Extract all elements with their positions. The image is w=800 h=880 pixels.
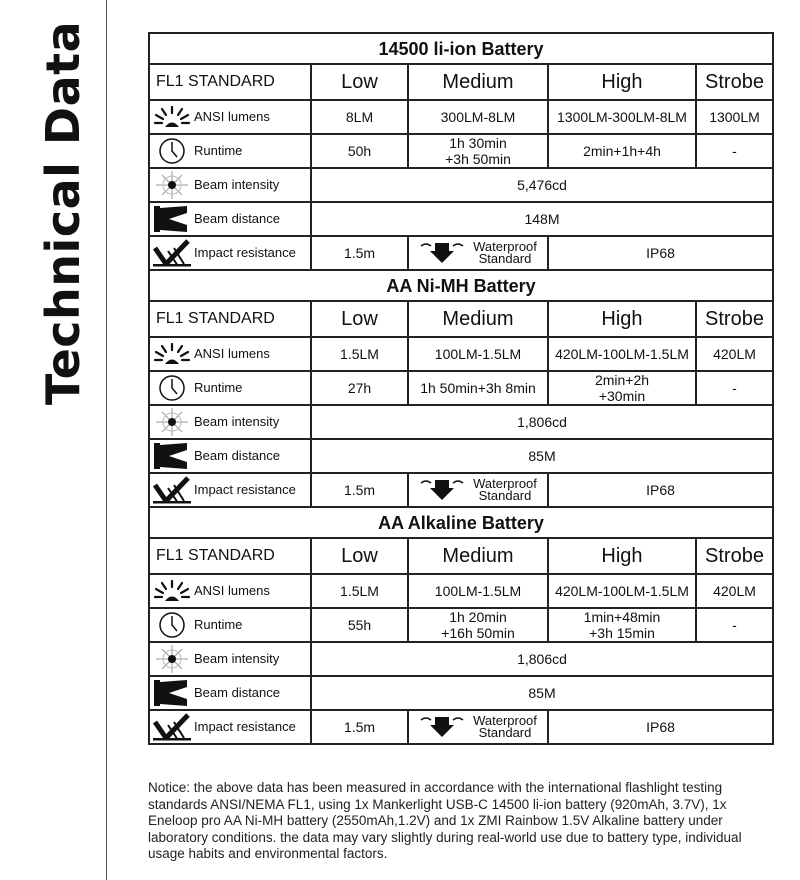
light-burst-icon: [150, 580, 194, 602]
mode-header-medium: Medium: [408, 538, 548, 574]
lumens-strobe: 420LM: [696, 337, 773, 371]
standard-label: FL1 STANDARD: [149, 64, 311, 100]
row-label-cell: [149, 168, 311, 202]
mode-header-medium: Medium: [408, 64, 548, 100]
impact-check-icon: [150, 239, 194, 267]
lumens-medium: 100LM-1.5LM: [408, 574, 548, 608]
section-header-row: [149, 507, 773, 538]
section-header-row: [149, 33, 773, 64]
row-label-lumens: ANSI lumens: [194, 346, 270, 361]
beam-distance-value: 85M: [311, 676, 773, 710]
row-label-distance: Beam distance: [194, 685, 280, 700]
table-row: [149, 236, 773, 270]
waterproof-label-cell: [408, 473, 548, 507]
mode-header-high: High: [548, 64, 696, 100]
side-title-text: Technical Data: [35, 20, 90, 405]
row-label-runtime: Runtime: [194, 380, 243, 395]
value-line: 1h 50min+3h 8min: [420, 380, 536, 396]
row-label-impact: Impact resistance: [194, 482, 296, 497]
lumens-low: 8LM: [311, 100, 408, 134]
table-row: [149, 371, 773, 405]
waterproof-label-cell: [408, 710, 548, 744]
impact-value: 1.5m: [311, 473, 408, 507]
mode-header-high: High: [548, 538, 696, 574]
section-header-row: [149, 270, 773, 301]
clock-icon: [150, 610, 194, 640]
section-title: 14500 li-ion Battery: [149, 33, 773, 64]
side-title: [25, 20, 100, 405]
value-line: 50h: [347, 143, 372, 159]
runtime-low: [311, 371, 408, 405]
mode-header-low: Low: [311, 64, 408, 100]
row-label-cell: [149, 608, 311, 642]
row-label-cell: [149, 371, 311, 405]
waterproof-label: Waterproof: [473, 713, 537, 728]
lumens-medium: 300LM-8LM: [408, 100, 548, 134]
value-line: -: [732, 617, 737, 633]
waterproof-sub-label: Standard: [478, 251, 532, 266]
value-line: 2min+1h+4h: [583, 143, 661, 159]
table-row: [149, 100, 773, 134]
runtime-high: [548, 608, 696, 642]
table-row: [149, 676, 773, 710]
row-label-intensity: Beam intensity: [194, 651, 280, 666]
beam-intensity-value: 1,806cd: [311, 405, 773, 439]
waterproof-value: IP68: [548, 710, 773, 744]
value-line: 27h: [347, 380, 372, 396]
waterproof-label: Waterproof: [473, 476, 537, 491]
impact-check-icon: [150, 713, 194, 741]
row-label-cell: [149, 676, 311, 710]
value-line: +16h 50min: [441, 625, 515, 641]
standard-label: FL1 STANDARD: [149, 538, 311, 574]
value-line: -: [732, 143, 737, 159]
waterproof-value: IP68: [548, 236, 773, 270]
mode-header-row: [149, 64, 773, 100]
waterproof-label: Waterproof: [473, 239, 537, 254]
impact-value: 1.5m: [311, 236, 408, 270]
lumens-high: 420LM-100LM-1.5LM: [548, 574, 696, 608]
waterproof-value: IP68: [548, 473, 773, 507]
mode-header-medium: Medium: [408, 301, 548, 337]
runtime-low: [311, 134, 408, 168]
table-row: [149, 202, 773, 236]
row-label-cell: [149, 642, 311, 676]
row-label-impact: Impact resistance: [194, 245, 296, 260]
row-label-cell: [149, 202, 311, 236]
beam-target-icon: [150, 407, 194, 437]
mode-header-strobe: Strobe: [696, 64, 773, 100]
clock-icon: [150, 373, 194, 403]
runtime-low: [311, 608, 408, 642]
runtime-medium: [408, 134, 548, 168]
waterproof-sub-label: Standard: [478, 488, 532, 503]
runtime-high: [548, 134, 696, 168]
row-label-distance: Beam distance: [194, 448, 280, 463]
waterproof-label-cell: [408, 236, 548, 270]
runtime-strobe: [696, 371, 773, 405]
mode-header-row: [149, 538, 773, 574]
beam-target-icon: [150, 170, 194, 200]
water-drop-arrow-icon: [419, 714, 465, 741]
clock-icon: [150, 136, 194, 166]
row-label-cell: [149, 337, 311, 371]
table-row: [149, 642, 773, 676]
value-line: 1min+48min: [583, 609, 661, 625]
value-line: +30min: [598, 388, 646, 404]
mode-header-strobe: Strobe: [696, 301, 773, 337]
value-line: -: [732, 380, 737, 396]
row-label-cell: [149, 405, 311, 439]
vertical-divider: [106, 0, 107, 880]
impact-value: 1.5m: [311, 710, 408, 744]
notice-text: Notice: the above data has been measured in accordance with the international flashlight testing standards ANSI/NEMA FL1, using 1x Mankerlight USB-C 14500 li-ion battery (920mAh, 3.7V), 1x Eneloop pro AA Ni-MH battery (2550mAh,1.2V) and 1x ZMI Rainbow 1.5V Alkaline battery under laboratory conditions. the data may vary slightly during real-world use due to battery type, individual usage habits and environmental factors.: [148, 780, 742, 861]
impact-check-icon: [150, 476, 194, 504]
lumens-strobe: 1300LM: [696, 100, 773, 134]
mode-header-strobe: Strobe: [696, 538, 773, 574]
table-row: [149, 710, 773, 744]
value-line: 1h 20min: [449, 609, 507, 625]
beam-distance-icon: [150, 442, 194, 470]
spec-table: [148, 32, 774, 745]
row-label-cell: [149, 100, 311, 134]
beam-distance-value: 85M: [311, 439, 773, 473]
runtime-medium: [408, 371, 548, 405]
table-row: [149, 405, 773, 439]
beam-distance-icon: [150, 205, 194, 233]
value-line: 1h 30min: [449, 135, 507, 151]
row-label-cell: [149, 134, 311, 168]
lumens-low: 1.5LM: [311, 337, 408, 371]
table-row: [149, 134, 773, 168]
beam-distance-value: 148M: [311, 202, 773, 236]
row-label-intensity: Beam intensity: [194, 177, 280, 192]
value-line: +3h 15min: [589, 625, 655, 641]
value-line: 2min+2h: [594, 372, 650, 388]
row-label-runtime: Runtime: [194, 617, 243, 632]
runtime-strobe: [696, 608, 773, 642]
row-label-cell: [149, 473, 311, 507]
row-label-runtime: Runtime: [194, 143, 243, 158]
row-label-lumens: ANSI lumens: [194, 109, 270, 124]
table-row: [149, 608, 773, 642]
beam-intensity-value: 5,476cd: [311, 168, 773, 202]
row-label-cell: [149, 236, 311, 270]
water-drop-arrow-icon: [419, 240, 465, 267]
mode-header-low: Low: [311, 301, 408, 337]
value-line: +3h 50min: [445, 151, 511, 167]
mode-header-low: Low: [311, 538, 408, 574]
table-row: [149, 439, 773, 473]
table-row: [149, 168, 773, 202]
row-label-cell: [149, 710, 311, 744]
beam-intensity-value: 1,806cd: [311, 642, 773, 676]
lumens-high: 420LM-100LM-1.5LM: [548, 337, 696, 371]
section-title: AA Alkaline Battery: [149, 507, 773, 538]
standard-label: FL1 STANDARD: [149, 301, 311, 337]
runtime-strobe: [696, 134, 773, 168]
table-row: [149, 473, 773, 507]
runtime-medium: [408, 608, 548, 642]
light-burst-icon: [150, 343, 194, 365]
row-label-lumens: ANSI lumens: [194, 583, 270, 598]
value-line: 55h: [347, 617, 372, 633]
light-burst-icon: [150, 106, 194, 128]
row-label-cell: [149, 574, 311, 608]
runtime-high: [548, 371, 696, 405]
row-label-distance: Beam distance: [194, 211, 280, 226]
table-row: [149, 337, 773, 371]
beam-target-icon: [150, 644, 194, 674]
mode-header-row: [149, 301, 773, 337]
waterproof-sub-label: Standard: [478, 725, 532, 740]
section-title: AA Ni-MH Battery: [149, 270, 773, 301]
beam-distance-icon: [150, 679, 194, 707]
lumens-low: 1.5LM: [311, 574, 408, 608]
water-drop-arrow-icon: [419, 477, 465, 504]
row-label-cell: [149, 439, 311, 473]
mode-header-high: High: [548, 301, 696, 337]
lumens-strobe: 420LM: [696, 574, 773, 608]
row-label-impact: Impact resistance: [194, 719, 296, 734]
table-row: [149, 574, 773, 608]
row-label-intensity: Beam intensity: [194, 414, 280, 429]
lumens-high: 1300LM-300LM-8LM: [548, 100, 696, 134]
lumens-medium: 100LM-1.5LM: [408, 337, 548, 371]
